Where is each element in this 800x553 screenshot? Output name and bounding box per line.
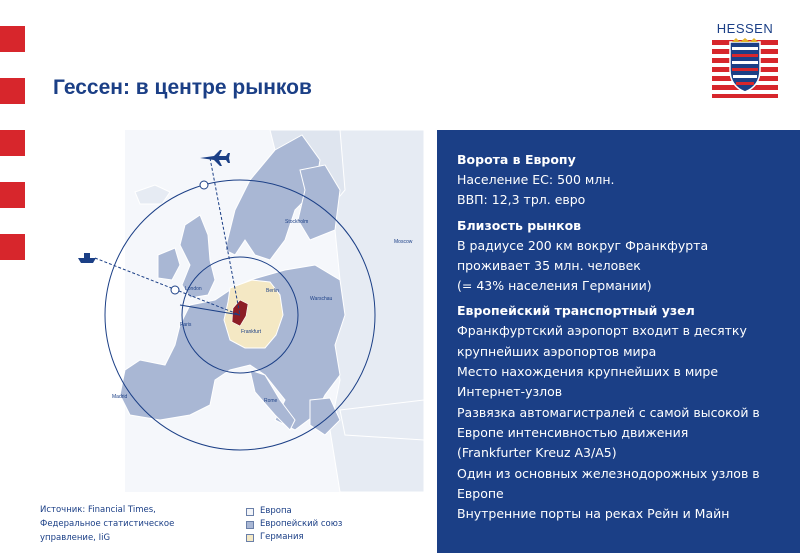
train-icon <box>200 181 208 189</box>
section-heading: Ворота в Европу <box>457 152 576 167</box>
europe-map-svg <box>40 130 424 492</box>
section-line: Интернет-узлов <box>457 384 563 400</box>
info-section <box>457 216 788 297</box>
legend-label: Германия <box>260 532 304 542</box>
source-line: Источник: Financial Times, <box>40 505 156 515</box>
europe-map <box>40 130 424 492</box>
section-line: Франкфуртский аэропорт входит в десятку <box>457 323 747 339</box>
map-label-rome: Rome <box>264 398 278 404</box>
map-label-warsaw: Warschau <box>310 296 333 302</box>
map-label-stockholm: Stockholm <box>285 219 309 225</box>
legend-swatch <box>246 521 254 529</box>
section-line: крупнейших аэропортов мира <box>457 343 657 359</box>
info-section <box>457 301 788 524</box>
logo-text: HESSEN <box>716 21 774 36</box>
section-line: (Frankfurter Kreuz A3/A5) <box>457 445 617 461</box>
map-label-berlin: Berlin <box>266 288 279 294</box>
section-line: Развязка автомагистралей с самой высокой в <box>457 404 760 420</box>
info-panel <box>437 130 800 553</box>
red-accent-square <box>0 130 25 156</box>
legend-swatch <box>246 534 254 542</box>
section-line: (= 43% населения Германии) <box>457 278 652 294</box>
legend-item <box>246 518 342 531</box>
legend-item <box>246 505 342 518</box>
section-heading: Близость рынков <box>457 217 582 233</box>
section-heading: Европейский транспортный узел <box>457 303 695 319</box>
red-accent-square <box>0 26 25 52</box>
ship-icon <box>78 253 96 263</box>
red-accent-square <box>0 78 25 104</box>
section-line: Европе <box>457 485 504 501</box>
map-label-moscow: Moscow <box>394 239 413 245</box>
section-line: Внутренние порты на реках Рейн и Майн <box>457 506 730 522</box>
legend-swatch <box>246 508 254 516</box>
red-accent-square <box>0 182 25 208</box>
section-line: Место нахождения крупнейших в мире <box>457 364 719 380</box>
section-line: Европе интенсивностью движения <box>457 424 689 440</box>
source-note <box>40 503 174 545</box>
page-title: Гессен: в центре рынков <box>53 76 312 99</box>
legend-label: Европа <box>260 506 292 516</box>
map-label-london: London <box>185 286 202 292</box>
map-legend <box>246 505 342 544</box>
hessen-crest-icon <box>712 38 778 98</box>
map-label-frankfurt: Frankfurt <box>241 329 262 335</box>
car-icon <box>171 286 179 294</box>
section-line: ВВП: 12,3 трл. евро <box>457 192 586 208</box>
section-line: Население ЕС: 500 млн. <box>457 172 615 187</box>
section-line: Один из основных железнодорожных узлов в <box>457 465 760 481</box>
section-line: В радиусе 200 км вокруг Франкфурта <box>457 237 709 253</box>
source-line: управление, IiG <box>40 533 111 543</box>
red-accent-square <box>0 234 25 260</box>
section-line: проживает 35 млн. человек <box>457 257 641 273</box>
source-line: Федеральное статистическое <box>40 519 175 529</box>
map-label-paris: Paris <box>180 322 192 328</box>
map-label-madrid: Madrid <box>112 394 128 400</box>
legend-label: Европейский союз <box>260 519 343 529</box>
info-section <box>457 150 788 211</box>
legend-item <box>246 531 342 544</box>
hessen-logo <box>712 22 778 98</box>
